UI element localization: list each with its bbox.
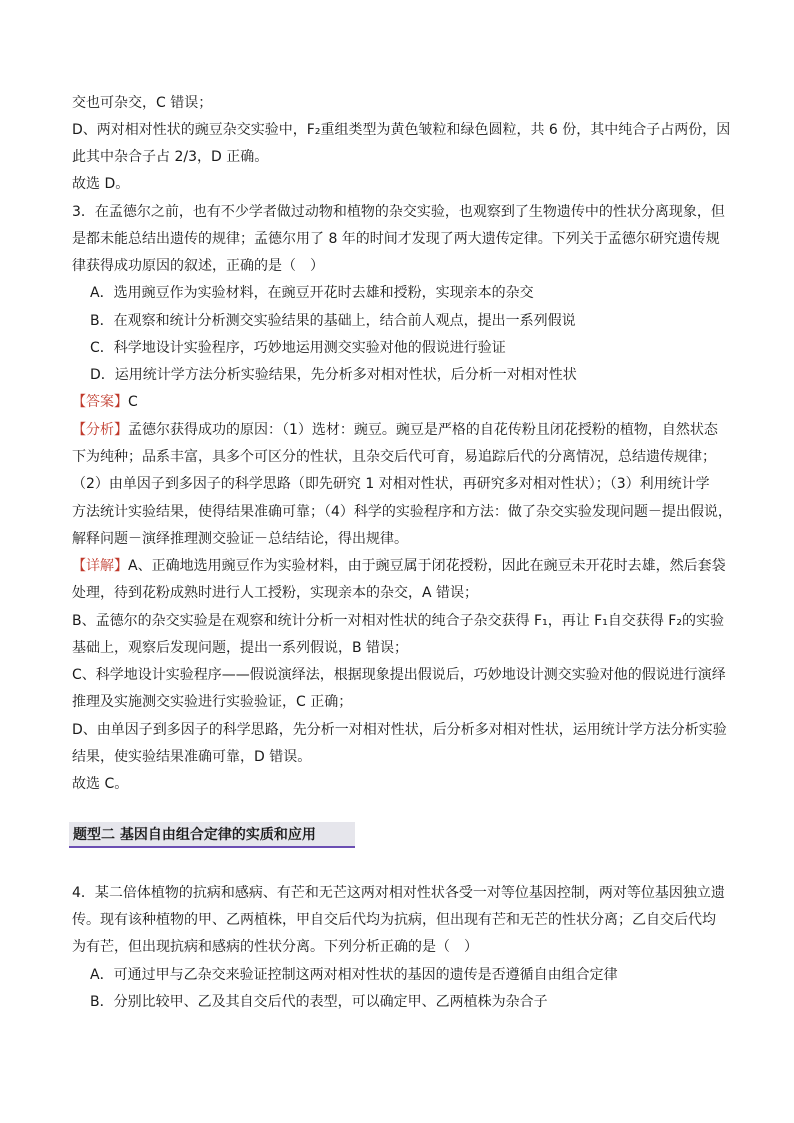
q4-option-a: A．可通过甲与乙杂交来验证控制这两对相对性状的基因的遗传是否遵循自由组合定律 [90,967,618,983]
analysis-text: 下为纯种；品系丰富，具多个可区分的性状，且杂交后代可育，易追踪后代的分离情况，总结遗传规律； [72,449,716,465]
q3-option-d: D．运用统计学方法分析实验结果，先分析多对相对性状，后分析一对相对性状 [90,367,577,383]
detail-text: 基础上，观察后发现问题，提出一系列假说，B 错误； [72,640,409,656]
detail-tag: 【详解】 [72,558,128,574]
analysis-tag: 【分析】 [72,422,128,438]
q3-option-a: A．选用豌豆作为实验材料，在豌豆开花时去雄和授粉，实现亲本的杂交 [90,285,534,301]
text-line: 交也可杂交，C 错误； [72,95,213,111]
detail-text: C、科学地设计实验程序——假说演绎法，根据现象提出假说后，巧妙地设计测交实验对他的假说进行演绎 [72,667,726,683]
q3-option-b: B．在观察和统计分析测交实验结果的基础上，结合前人观点，提出一系列假说 [90,313,576,329]
detail-text: 结果，使实验结果准确可靠，D 错误。 [72,749,312,765]
analysis-text: 方法统计实验结果，使得结果准确可靠；（4）科学的实验程序和方法：做了杂交实验发现问题－提出假说， [72,504,732,520]
question-4-stem: 传。现有该种植物的甲、乙两植株，甲自交后代均为抗病，但出现有芒和无芒的性状分离；乙自交后代均 [72,912,716,928]
detail-text: 推理及实施测交实验进行实验验证，C 正确； [72,694,353,710]
detail-text: D、由单因子到多因子的科学思路，先分析一对相对性状，后分析多对相对性状，运用统计学方法分析实验 [72,722,727,738]
detail-text: 处理，待到花粉成熟时进行人工授粉，实现亲本的杂交，A 错误； [72,585,479,601]
q4-option-b: B．分别比较甲、乙及其自交后代的表型，可以确定甲、乙两植株为杂合子 [90,994,548,1010]
detail-text: 故选 C。 [72,776,129,792]
detail-text: A、正确地选用豌豆作为实验材料，由于豌豆属于闭花授粉，因此在豌豆未开花时去雄，然后套袋 [128,558,726,574]
question-3-stem: 是都未能总结出遗传的规律；孟德尔用了 8 年的时间才发现了两大遗传定律。下列关于孟德尔研究遗传规 [72,231,720,247]
detail-text: B、孟德尔的杂交实验是在观察和统计分析一对相对性状的纯合子杂交获得 F₁，再让 F₁自交获得 F₂的实验 [72,613,724,629]
analysis-line [72,421,732,439]
analysis-text: 解释问题－演绎推理测交验证－总结结论，得出规律。 [72,531,408,547]
answer-text: C [128,394,138,410]
answer-line [72,393,732,411]
detail-line [72,557,732,575]
answer-tag: 【答案】 [72,394,128,410]
q3-option-c: C．科学地设计实验程序，巧妙地运用测交实验对他的假说进行验证 [90,340,506,356]
question-4-stem: 4．某二倍体植物的抗病和感病、有芒和无芒这两对相对性状各受一对等位基因控制，两对等位基因独立遗 [72,885,725,901]
question-4-stem: 为有芒，但出现抗病和感病的性状分离。下列分析正确的是（ ） [72,939,478,955]
analysis-text: 孟德尔获得成功的原因：（1）选材：豌豆。豌豆是严格的自花传粉且闭花授粉的植物，自然状态 [128,422,718,438]
text-line: 故选 D。 [72,176,130,192]
question-3-stem: 3．在孟德尔之前，也有不少学者做过动物和植物的杂交实验，也观察到了生物遗传中的性状分离现象，但 [72,204,725,220]
text-line: 此其中杂合子占 2/3，D 正确。 [72,149,269,165]
text-line: D、两对相对性状的豌豆杂交实验中，F₂重组类型为黄色皱粒和绿色圆粒，共 6 份，其中纯合子占两份，因 [72,122,731,138]
section-title: 题型二 基因自由组合定律的实质和应用 [69,822,355,848]
analysis-text: （2）由单因子到多因子的科学思路（即先研究 1 对相对性状，再研究多对相对性状）；（3）利用统计学 [72,476,710,492]
question-3-stem: 律获得成功原因的叙述，正确的是（ ） [72,258,324,274]
